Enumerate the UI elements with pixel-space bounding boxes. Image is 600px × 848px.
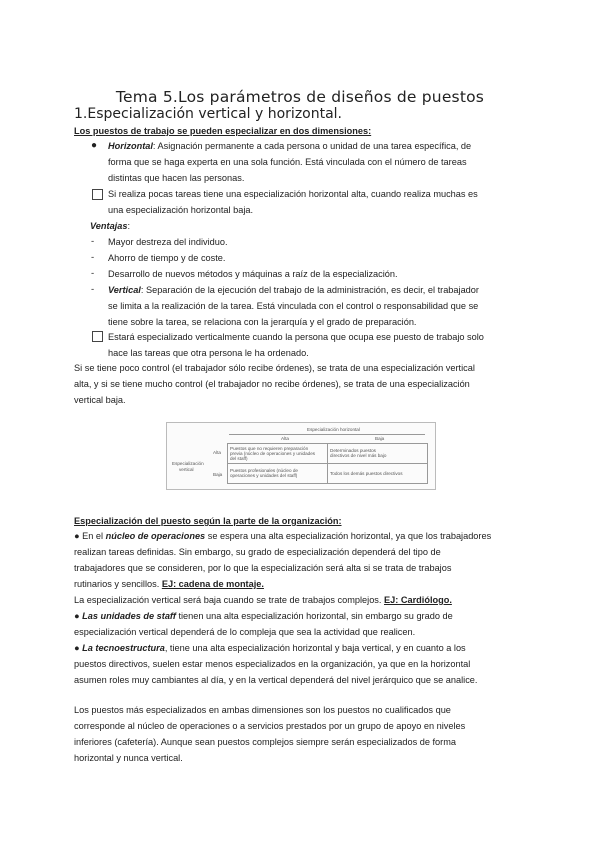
figure-cell-aa-2: previa (núcleo de operaciones y unidades xyxy=(230,451,316,456)
horizontal-term: Horizontal xyxy=(108,141,153,151)
checkbox-1[interactable] xyxy=(92,189,103,200)
vertical-line-2: se limita a la realización de la tarea. Está vinculada con el control o responsabilidad que se xyxy=(108,301,479,311)
dash-icon: - xyxy=(91,236,95,247)
figure-header: Especialización horizontal xyxy=(307,427,360,432)
paragraph-line-3: vertical baja. xyxy=(74,395,126,405)
p1-line-3: trabajadores que se consideren, por lo que la especialización será alta si se trata de trabajos xyxy=(74,563,452,573)
final-line-3: inferiores (cafetería). Aunque sean puestos complejos siempre serán especializados de forma xyxy=(74,737,456,747)
figure-cell-bb: Todos los demás puestos directivos xyxy=(330,471,403,476)
p4-term: La tecnoestructura xyxy=(82,643,165,653)
dash-icon: - xyxy=(91,268,95,279)
figure-rule xyxy=(227,463,428,464)
horizontal-line-1: Horizontal: Asignación permanente a cada persona o unidad de una tarea específica, de xyxy=(108,141,472,151)
p4-line-3: asumen roles muy cambiantes al día, y en la vertical dependerá del nivel jerárquico que se analice. xyxy=(74,675,478,685)
paragraph-line-2: alta, y si se tiene mucho control (el trabajador no recibe órdenes), se trata de una especialización xyxy=(74,379,470,389)
p1-line-1: ● En el núcleo de operaciones se espera una alta especialización horizontal, ya que los trabajadores xyxy=(74,531,492,541)
section-heading-2: Especialización del puesto según la parte de la organización: xyxy=(74,516,342,526)
paragraph-line-1: Si se tiene poco control (el trabajador sólo recibe órdenes), se trata de una especialización vertical xyxy=(74,363,475,373)
final-line-1: Los puestos más especializados en ambas dimensiones son los puestos no cualificados que xyxy=(74,705,451,715)
horizontal-line-2: forma que se haga experta en una sola función. Está vinculada con el número de tareas xyxy=(108,157,467,167)
figure-rule xyxy=(229,434,425,435)
dash-icon: - xyxy=(91,252,95,263)
figure-col-alta: Alta xyxy=(281,436,289,441)
check2-line-1: Estará especializado verticalmente cuando la persona que ocupa ese puesto de trabajo solo xyxy=(108,332,484,342)
figure-col-baja: Baja xyxy=(375,436,385,441)
final-line-4: horizontal y nunca vertical. xyxy=(74,753,183,763)
p4-line-2: puestos directivos, suelen estar menos especializados en la organización, ya que en la horizontal xyxy=(74,659,471,669)
dash-icon: - xyxy=(91,284,95,295)
specialization-table-figure xyxy=(166,422,436,490)
figure-row-alta: Alta xyxy=(213,450,221,455)
page-title: Tema 5.Los parámetros de diseños de puestos xyxy=(115,88,485,106)
p2-line: La especialización vertical será baja cuando se trate de trabajos complejos. EJ: Cardiólogo. xyxy=(74,595,452,605)
figure-rule xyxy=(227,483,428,484)
figure-cell-ab-2: directivos de nivel más bajo xyxy=(330,453,387,458)
example-montaje: EJ: cadena de montaje. xyxy=(161,579,264,589)
ventaja-item: Ahorro de tiempo y de coste. xyxy=(108,253,226,263)
figure-cell-ab-1: Determinados puestos xyxy=(330,448,376,453)
check1-line-1: Si realiza pocas tareas tiene una especialización horizontal alta, cuando realiza muchas es xyxy=(108,189,478,199)
final-line-2: corresponde al núcleo de operaciones o a servicios prestados por un grupo de apoyo en niveles xyxy=(74,721,466,731)
p1-line-4: rutinarios y sencillos. EJ: cadena de montaje. xyxy=(74,579,264,589)
figure-row-label-2: vertical xyxy=(179,467,194,472)
figure-row-baja: Baja xyxy=(213,472,223,477)
horizontal-line-3: distintas que hacen las personas. xyxy=(108,173,245,183)
p4-line-1: ● La tecnoestructura, tiene una alta especialización horizontal y baja vertical, y en cuanto a los xyxy=(74,643,466,653)
ventaja-item: Mayor destreza del individuo. xyxy=(108,237,228,247)
ventaja-item: Desarrollo de nuevos métodos y máquinas a raíz de la especialización. xyxy=(108,269,398,279)
p3-term: Las unidades de staff xyxy=(82,611,176,621)
check2-line-2: hace las tareas que otra persona le ha ordenado. xyxy=(108,348,309,358)
section-heading-1: 1.Especialización vertical y horizontal. xyxy=(74,106,343,122)
vertical-line-3: tiene sobre la tarea, se relaciona con la jerarquía y el grado de preparación. xyxy=(108,317,417,327)
subheading-dimensions: Los puestos de trabajo se pueden especializar en dos dimensiones: xyxy=(74,126,372,136)
example-cardiologo: EJ: Cardiólogo. xyxy=(384,595,452,605)
figure-rule xyxy=(227,443,428,444)
checkbox-2[interactable] xyxy=(92,331,103,342)
figure-cell-ba-1: Puestos profesionales (núcleo de xyxy=(230,468,298,473)
bullet-horizontal: ● xyxy=(91,140,98,151)
figure-cell-aa-3: del staff) xyxy=(230,456,248,461)
p1-term: núcleo de operaciones xyxy=(105,531,206,541)
figure-cell-aa-1: Puestos que no requieren preparación xyxy=(230,446,309,451)
figure-row-label-1: Especialización xyxy=(172,461,204,466)
p3-line-2: especialización vertical dependerá de lo compleja que sea la actividad que realicen. xyxy=(74,627,416,637)
p1-line-2: realizan tareas definidas. Sin embargo, su grado de especialización dependerá del tipo de xyxy=(74,547,441,557)
p3-line-1: ● Las unidades de staff tienen una alta especialización horizontal, sin embargo su grado de xyxy=(74,611,453,621)
vertical-line-1: Vertical: Separación de la ejecución del trabajo de la administración, es decir, el trabajador xyxy=(108,285,479,295)
ventajas-label: Ventajas: xyxy=(90,221,131,231)
figure-cell-ba-2: operaciones y unidades del staff) xyxy=(230,473,298,478)
vertical-term: Vertical xyxy=(108,285,141,295)
check1-line-2: una especialización horizontal baja. xyxy=(108,205,254,215)
